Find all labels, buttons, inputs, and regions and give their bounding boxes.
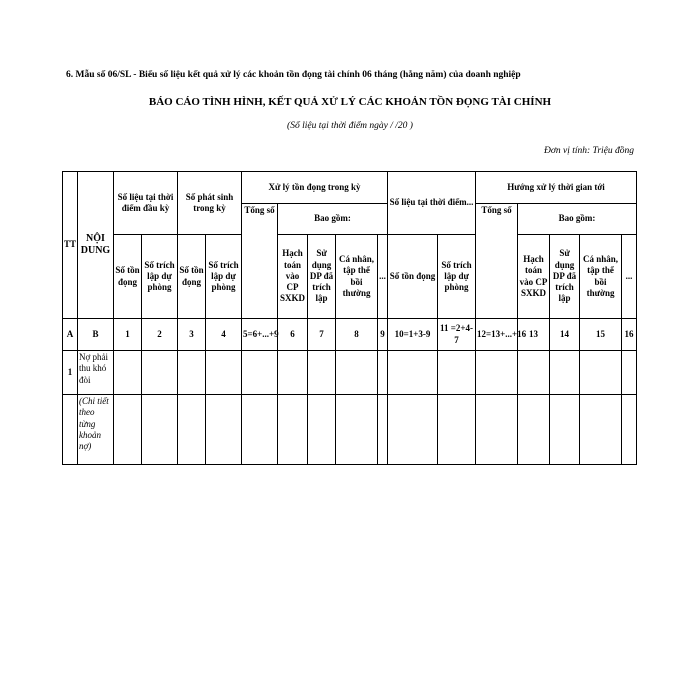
header-so-ton-dong-dau-ky: Số tồn đọng <box>114 235 142 319</box>
header-su-dung-dp-2: Sử dụng DP đã trích lập <box>550 235 580 319</box>
header-so-phat-sinh: Số phát sinh trong kỳ <box>178 172 242 235</box>
data-cell <box>242 351 278 395</box>
currency-unit: Đơn vị tính: Triệu đồng <box>543 146 634 156</box>
header-so-ton-dong-thoi-diem: Số tồn đọng <box>388 235 438 319</box>
header-bao-gom-2: Bao gồm: <box>518 204 637 235</box>
header-tong-so-2: Tổng số <box>476 204 518 319</box>
header-so-trich-lap-thoi-diem: Số trích lập dự phòng <box>438 235 476 319</box>
header-hach-toan-cp-2: Hạch toán vào CP SXKD <box>518 235 550 319</box>
data-cell <box>206 351 242 395</box>
data-cell <box>278 351 308 395</box>
row-number <box>63 395 78 465</box>
header-row-1 <box>63 172 637 204</box>
data-cell <box>518 351 550 395</box>
column-index-row <box>63 319 637 351</box>
index-cell: 14 <box>550 319 580 351</box>
report-table <box>62 171 637 465</box>
data-cell <box>378 395 388 465</box>
document-heading: 6. Mẫu số 06/SL - Biểu số liệu kết quả xử lý các khoản tồn đọng tài chính 06 tháng (hằng năm) của doanh nghiệp <box>66 70 521 80</box>
index-cell: 1 <box>114 319 142 351</box>
data-cell <box>178 351 206 395</box>
index-cell: 2 <box>142 319 178 351</box>
data-cell <box>388 395 438 465</box>
index-cell: B <box>78 319 114 351</box>
data-cell <box>438 351 476 395</box>
data-cell <box>476 395 518 465</box>
data-cell <box>388 351 438 395</box>
header-row-3 <box>63 235 637 319</box>
data-cell <box>580 395 622 465</box>
header-tong-so-1: Tổng số <box>242 204 278 319</box>
header-so-ton-dong-phat-sinh: Số tồn đọng <box>178 235 206 319</box>
data-cell <box>114 351 142 395</box>
header-xu-ly-trong-ky: Xử lý tồn đọng trong kỳ <box>242 172 388 204</box>
data-cell <box>438 395 476 465</box>
header-bao-gom-1: Bao gồm: <box>278 204 388 235</box>
index-cell: 16 <box>622 319 637 351</box>
header-noi-dung: NỘI DUNG <box>78 172 114 319</box>
row-content: Nợ phải thu khó đòi <box>78 351 114 395</box>
header-so-lieu-dau-ky: Số liệu tại thời điểm đầu kỳ <box>114 172 178 235</box>
data-cell <box>476 351 518 395</box>
header-tt: TT <box>63 172 78 319</box>
data-cell <box>142 351 178 395</box>
index-cell: 7 <box>308 319 336 351</box>
report-date-line: (Số liệu tại thời điểm ngày / /20 ) <box>287 121 413 131</box>
data-cell <box>378 351 388 395</box>
data-cell <box>518 395 550 465</box>
table-row <box>63 395 637 465</box>
header-su-dung-dp: Sử dụng DP đã trích lập <box>308 235 336 319</box>
data-cell <box>550 395 580 465</box>
index-cell: 12=13+...+16 <box>476 319 518 351</box>
header-hach-toan-cp: Hạch toán vào CP SXKD <box>278 235 308 319</box>
index-cell: 8 <box>336 319 378 351</box>
data-cell <box>308 395 336 465</box>
header-so-trich-lap-phat-sinh: Số trích lập dự phòng <box>206 235 242 319</box>
index-cell: 9 <box>378 319 388 351</box>
data-cell <box>622 395 637 465</box>
row-number: 1 <box>63 351 78 395</box>
data-cell <box>580 351 622 395</box>
data-cell <box>550 351 580 395</box>
header-ellipsis: ... <box>378 235 388 319</box>
data-cell <box>142 395 178 465</box>
header-ellipsis-2: ... <box>622 235 637 319</box>
index-cell: 13 <box>518 319 550 351</box>
header-ca-nhan-boi-thuong: Cá nhân, tập thể bồi thường <box>336 235 378 319</box>
header-huong-xu-ly: Hướng xử lý thời gian tới <box>476 172 637 204</box>
data-cell <box>336 395 378 465</box>
index-cell: 15 <box>580 319 622 351</box>
index-cell: 6 <box>278 319 308 351</box>
index-cell: A <box>63 319 78 351</box>
data-cell <box>308 351 336 395</box>
data-cell <box>278 395 308 465</box>
report-title: BÁO CÁO TÌNH HÌNH, KẾT QUẢ XỬ LÝ CÁC KHOẢN TỒN ĐỌNG TÀI CHÍNH <box>148 96 552 108</box>
index-cell: 11 =2+4-7 <box>438 319 476 351</box>
data-cell <box>242 395 278 465</box>
header-so-trich-lap-dau-ky: Số trích lập dự phòng <box>142 235 178 319</box>
data-cell <box>114 395 142 465</box>
index-cell: 3 <box>178 319 206 351</box>
data-cell <box>622 351 637 395</box>
table-row <box>63 351 637 395</box>
data-cell <box>178 395 206 465</box>
row-content-detail: (Chi tiết theo từng khoản nợ) <box>78 395 114 465</box>
index-cell: 10=1+3-9 <box>388 319 438 351</box>
header-so-lieu-thoi-diem: Số liệu tại thời điểm... <box>388 172 476 235</box>
header-ca-nhan-boi-thuong-2: Cá nhân, tập thể bồi thường <box>580 235 622 319</box>
index-cell: 5=6+...+9 <box>242 319 278 351</box>
index-cell: 4 <box>206 319 242 351</box>
data-cell <box>336 351 378 395</box>
data-cell <box>206 395 242 465</box>
